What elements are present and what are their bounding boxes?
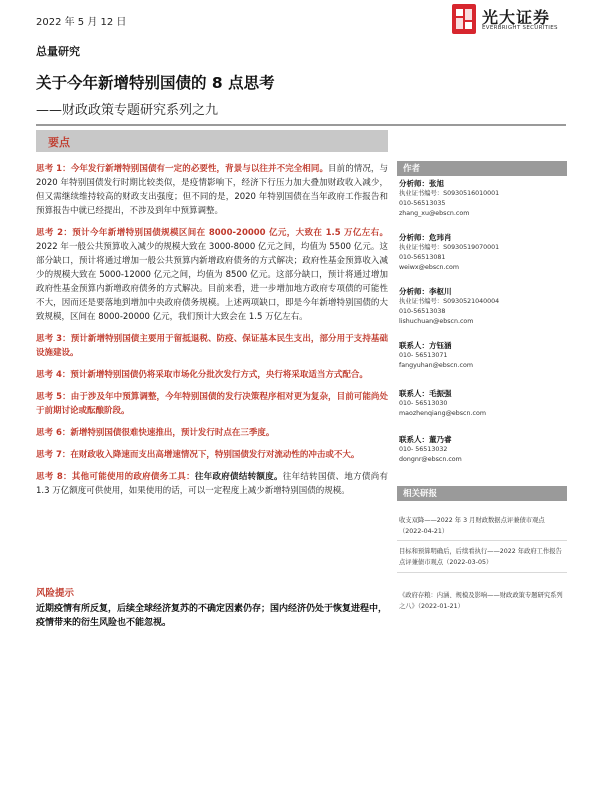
key-point-2: 思考 2：预计今年新增特别国债规模区间在 8000-20000 亿元，大致在 1.5 万亿左右。2022 年一般公共预算收入减少的规模大致在 3000-8000 亿元之间，均值为 5500 亿元。这部分缺口，预计将通过增加一般公共预算内新增政府债务的方式解决；政府性基金预算收入减少的规模大致在 5000-12000 亿元之间，均值为 8500 亿元。这部分缺口，预计将通过增加政府性基金预算内新增政府债务的方式解决。目前来看，进一步增加地方政府专项债的可能性不大，因而还是要落地到增加中央政府债务规模。上述两项缺口，即是今年新增特别国债的大致规模，区间在 8000-20000 亿元，我们预计大致会在 1.5 万亿左右。 bbox=[36, 228, 388, 322]
contact-card: 联系人：方钰涵 010- 56513071 fangyuhan@ebscn.com bbox=[399, 341, 473, 369]
report-date: 2022 年 5 月 12 日 bbox=[36, 17, 127, 28]
related-report-item[interactable]: 目标和预算明确后，后续看执行——2022 年政府工作报告点评兼债市观点（2022-03-05） bbox=[399, 548, 562, 566]
key-point-3: 思考 3：预计新增特别国债主要用于留抵退税、防疫、保证基本民生支出，部分用于支持基础设施建设。 bbox=[36, 334, 388, 358]
related-divider bbox=[397, 540, 567, 541]
key-point-6: 思考 6：新增特别国债很难快速推出，预计发行时点在三季度。 bbox=[36, 428, 275, 438]
author-card: 分析师：李枢川 执业证书编号：S0930521040004 010-56513038 lishuchuan@ebscn.com bbox=[399, 287, 500, 325]
risk-heading: 风险提示 bbox=[36, 588, 75, 599]
related-report-item[interactable]: 《政府存粮：内涵、规模及影响——财政政策专题研究系列之八》（2022-01-21） bbox=[399, 592, 563, 610]
key-point-1: 思考 1：今年发行新增特别国债有一定的必要性，背景与以往并不完全相同。目前的情况，与 2020 年特别国债发行时期比较类似，是疫情影响下，经济下行压力加大叠加财政收入减少，但又需继续维持较高的财政支出强度；但不同的是，2020 年特别国债在当年政府工作报告和预算报告中就已经提出，不涉及到年中预算调整。 bbox=[36, 164, 389, 216]
key-points-heading: 要点 bbox=[48, 136, 70, 149]
related-report-item[interactable]: 收支双降——2022 年 3 月财政数据点评兼债市观点（2022-04-21） bbox=[399, 517, 545, 535]
author-card: 分析师：危玮肖 执业证书编号：S0930519070001 010-56513081 weiwx@ebscn.com bbox=[399, 233, 500, 271]
key-point-5: 思考 5：由于涉及年中预算调整，今年特别国债的发行决策程序相对更为复杂，目前可能尚处于前期讨论或酝酿阶段。 bbox=[36, 392, 388, 416]
key-points-list bbox=[36, 162, 388, 506]
related-reports-heading: 相关研报 bbox=[403, 489, 438, 499]
related-reports-header bbox=[397, 486, 567, 501]
report-category: 总量研究 bbox=[36, 45, 80, 58]
authors-heading: 作者 bbox=[403, 164, 421, 174]
report-title: 关于今年新增特别国债的 8 点思考 bbox=[36, 74, 275, 92]
key-point-8: 思考 8：其他可能使用的政府债务工具：往年政府债结转额度。往年结转国债、地方债尚有 1.3 万亿额度可供使用，如果使用的话，可以一定程度上减少新增特别国债的规模。 bbox=[36, 472, 388, 496]
key-point-4: 思考 4：预计新增特别国债仍将采取市场化分批次发行方式，央行将采取适当方式配合。 bbox=[36, 370, 368, 380]
everbright-logo-icon bbox=[452, 4, 476, 34]
brand-name: 光大证券 bbox=[482, 8, 551, 27]
brand-logo bbox=[452, 2, 572, 38]
risk-text: 近期疫情有所反复，后续全球经济复苏的不确定因素仍存；国内经济仍处于恢复进程中，疫情带来的衍生风险也不能忽视。 bbox=[36, 604, 388, 628]
key-points-header bbox=[36, 130, 388, 152]
contact-card: 联系人：毛振强 010- 56513030 maozhenqiang@ebscn.com bbox=[399, 389, 486, 417]
brand-name-english: EVERBRIGHT SECURITIES bbox=[482, 25, 558, 31]
key-point-7: 思考 7：在财政收入降速而支出高增速情况下，特别国债发行对流动性的冲击或不大。 bbox=[36, 450, 360, 460]
related-divider bbox=[397, 572, 567, 573]
author-card: 分析师：张旭 执业证书编号：S0930516010001 010-56513035 zhang_xu@ebscn.com bbox=[399, 179, 500, 217]
authors-header bbox=[397, 161, 567, 176]
report-subtitle: ——财政政策专题研究系列之九 bbox=[36, 103, 219, 118]
contact-card: 联系人：董乃睿 010- 56513032 dongnr@ebscn.com bbox=[399, 435, 462, 463]
title-divider bbox=[36, 124, 566, 126]
